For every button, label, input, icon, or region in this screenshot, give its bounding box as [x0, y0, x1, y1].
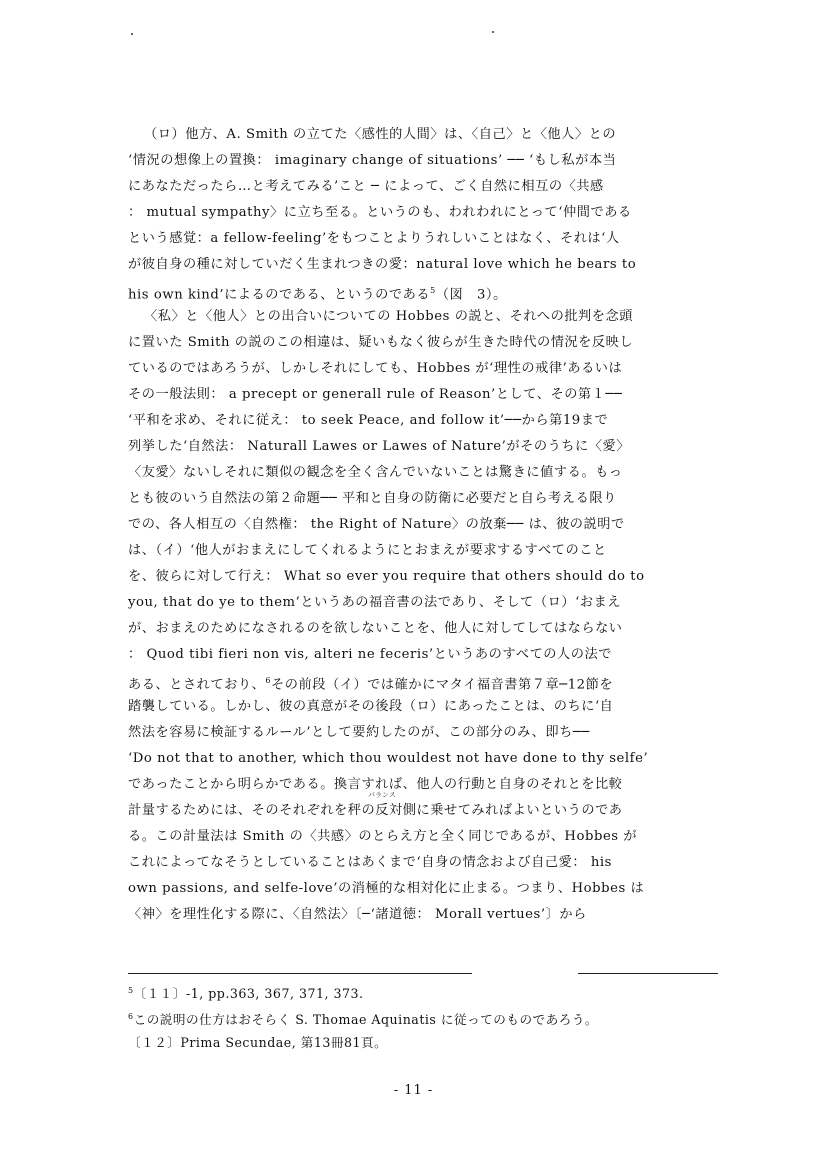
body-line: 然法を容易に検証するルール’として要約したのが、この部分のみ、即ち── [128, 725, 590, 740]
scan-speck [492, 31, 494, 33]
body-line: とも彼のいう自然法の第２命題── 平和と自身の防衛に必要だと自ら考える限り [128, 491, 617, 506]
body-line-text: ある、とされており、 [128, 677, 266, 693]
body-line: に置いた Smith の説のこの相違は、疑いもなく彼らが生きた時代の情況を反映し [128, 335, 634, 350]
body-line: you, that do ye to them’というあの福音書の法であり、そして（ロ）‘おまえ [128, 595, 622, 610]
body-line: 踏襲している。しかし、彼の真意がその後段（ロ）にあったことは、のちに‘自 [128, 699, 614, 714]
footnote [128, 981, 364, 1004]
page-number: - 11 - [393, 1083, 434, 1098]
body-line: にあなただったら…と考えてみる’こと ─ によって、ごく自然に相互の〈共感 [128, 179, 604, 194]
body-line: が、おまえのためになされるのを欲しないことを、他人に対してしてはならない [128, 621, 623, 636]
scan-speck [131, 33, 133, 35]
body-line-text: （図 3）。 [435, 287, 507, 303]
body-line: これによってなそうとしていることはあくまで‘自身の情念および自己愛： his [128, 855, 612, 870]
body-line: という感覚：a fellow-feeling’をもつことよりうれしいことはなく、それは‘人 [128, 231, 620, 246]
body-line: 列挙した‘自然法： Naturall Lawes or Lawes of Nature’がそのうちに〈愛〉 [128, 439, 630, 454]
body-line-text: その前段（イ）では確かにマタイ福音書第７章─12節を [271, 677, 614, 693]
body-line: （ロ）他方、A. Smith の立てた〈感性的人間〉は、〈自己〉と〈他人〉との [144, 127, 617, 142]
body-line: ‘Do not that to another, which thou wouldest not have done to thy selfe’ [128, 751, 649, 766]
body-line: own passions, and selfe-love’の消極的な相対化に止まる。つまり、Hobbes は [128, 881, 645, 896]
body-line: ： mutual sympathy〉に立ち至る。というのも、われわれにとって‘仲間である [128, 205, 632, 220]
body-line: ているのではあろうが、しかしそれにしても、Hobbes が‘理性の戒律’あるいは [128, 361, 623, 376]
body-line: ‘情況の想像上の置換： imaginary change of situations’ ── ‘もし私が本当 [128, 153, 617, 168]
footnote-separator [128, 973, 472, 974]
body-line: が彼自身の種に対していだく生まれつきの愛：natural love which he bears to [128, 257, 637, 272]
footnote-text: 〔１１〕-1, pp.363, 367, 371, 373. [133, 986, 364, 1002]
footnote-ref: 5 [430, 286, 436, 295]
footnote: 〔１２〕Prima Secundae, 第13冊81頁。 [128, 1035, 388, 1050]
body-line: は、（イ）‘他人がおまえにしてくれるようにとおまえが要求するすべてのこと [128, 543, 607, 558]
footnote-ref: 6 [265, 676, 272, 685]
body-line: 〈神〉を理性化する際に、〈自然法〉〔─‘諸道徳： Morall vertues’〕から [128, 907, 587, 922]
body-line: ‘平和を求め、それに従え： to seek Peace, and follow it’──から第19まで [128, 413, 609, 428]
footnote-separator [578, 973, 718, 974]
footnote-text: この説明の仕方はおそらく S. Thomae Aquinatis に従ってのものであろう。 [133, 1012, 599, 1028]
ruby-annotation: バランス [368, 791, 396, 799]
body-line: 計量するためには、そのそれぞれを秤の反対側に乗せてみればよいというのであ [128, 803, 623, 818]
body-line: る。この計量法は Smith の〈共感〉のとらえ方と全く同じであるが、Hobbes が [128, 829, 638, 844]
footnote-mark: 5 [128, 986, 134, 995]
body-line [128, 278, 728, 304]
body-line: であったことから明らかである。換言すれば、他人の行動と自身のそれとを比較 [128, 777, 623, 792]
footnote [128, 1007, 598, 1030]
body-line-text: his own kind’によるのである、というのである [128, 287, 431, 303]
body-line: ： Quod tibi fieri non vis, alteri ne feceris’というあのすべての人の法で [128, 647, 612, 662]
body-line: を、彼らに対して行え： What so ever you require that others should do to [128, 569, 645, 584]
body-line: 〈友愛〉ないしそれに類似の観念を全く含んでいないことは驚きに値する。もっ [128, 465, 623, 480]
body-line [128, 668, 728, 694]
body-line: その一般法則： a precept or generall rule of Reason’として、その第１── [128, 387, 623, 402]
footnote-mark: 6 [128, 1012, 134, 1021]
body-line: 〈私〉と〈他人〉との出合いについての Hobbes の説と、それへの批判を念頭 [144, 309, 634, 324]
body-line: での、各人相互の〈自然権： the Right of Nature〉の放棄── は、彼の説明で [128, 517, 625, 532]
